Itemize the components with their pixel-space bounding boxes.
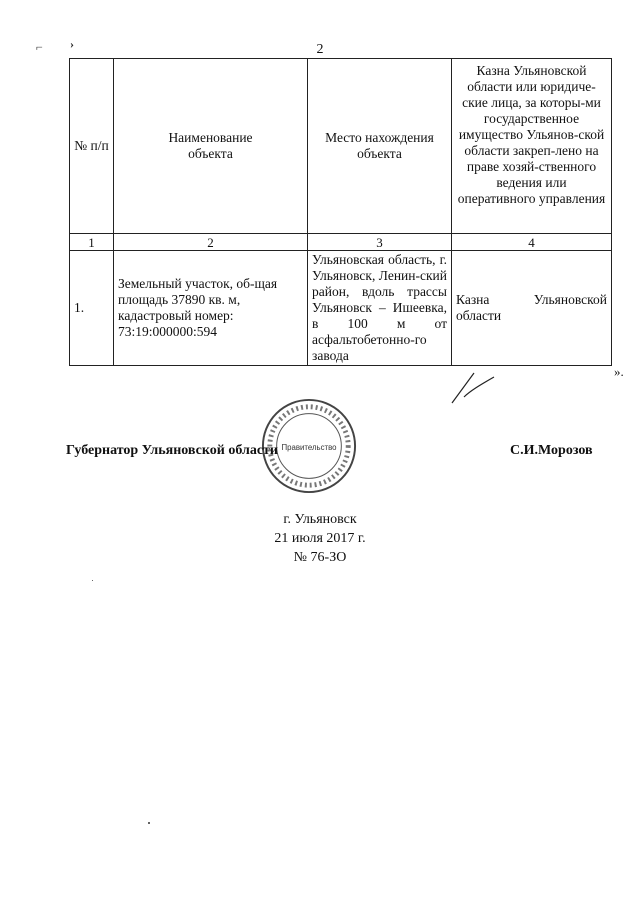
governor-title: Губернатор Ульяновской области xyxy=(66,443,278,458)
objects-table xyxy=(69,58,612,366)
scan-mark: ⌐ xyxy=(36,40,43,54)
scan-speck xyxy=(148,822,150,824)
table-row xyxy=(70,251,612,366)
column-number: 1 xyxy=(70,234,114,251)
column-number: 3 xyxy=(308,234,452,251)
header-name xyxy=(114,59,308,234)
header-location-label: Место нахождения объекта xyxy=(325,130,434,161)
issue-details xyxy=(0,510,640,567)
law-number: № 76-ЗО xyxy=(293,550,347,565)
closing-quote: ». xyxy=(614,364,624,379)
column-number: 4 xyxy=(452,234,612,251)
header-num-label: № п/п xyxy=(74,138,109,153)
governor-name: С.И.Морозов xyxy=(510,443,593,458)
header-owner xyxy=(452,59,612,234)
header-name-label: Наименование объекта xyxy=(168,130,253,161)
header-num xyxy=(70,59,114,234)
row-owner: Казна Ульяновской области xyxy=(452,251,612,366)
page-number: 2 xyxy=(316,42,324,57)
signature xyxy=(450,367,510,407)
row-num: 1. xyxy=(70,251,114,366)
seal-text: Правительство xyxy=(281,442,337,452)
column-number: 2 xyxy=(114,234,308,251)
row-object-name: Земельный участок, об-щая площадь 37890 кв. м, кадастровый номер: 73:19:000000:594 xyxy=(114,251,308,366)
header-owner-label: Казна Ульяновской области или юридиче-ские лица, за которы-ми государственное имущество Ульянов-ской области закреп-лено на праве хозяй-ственного ведения или оперативного управления xyxy=(457,63,606,206)
header-location xyxy=(308,59,452,234)
scan-mark: › xyxy=(70,37,74,51)
issue-date: 21 июля 2017 г. xyxy=(274,531,366,546)
row-location: Ульяновская область, г. Ульяновск, Ленин-ский район, вдоль трассы Ульяновск – Ишеевка, в 100 м от асфальтобетонно-го завода xyxy=(308,251,452,366)
issue-city: г. Ульяновск xyxy=(283,512,357,527)
scan-speck xyxy=(92,580,93,581)
column-number-row xyxy=(70,234,612,251)
table-header-row xyxy=(70,59,612,234)
